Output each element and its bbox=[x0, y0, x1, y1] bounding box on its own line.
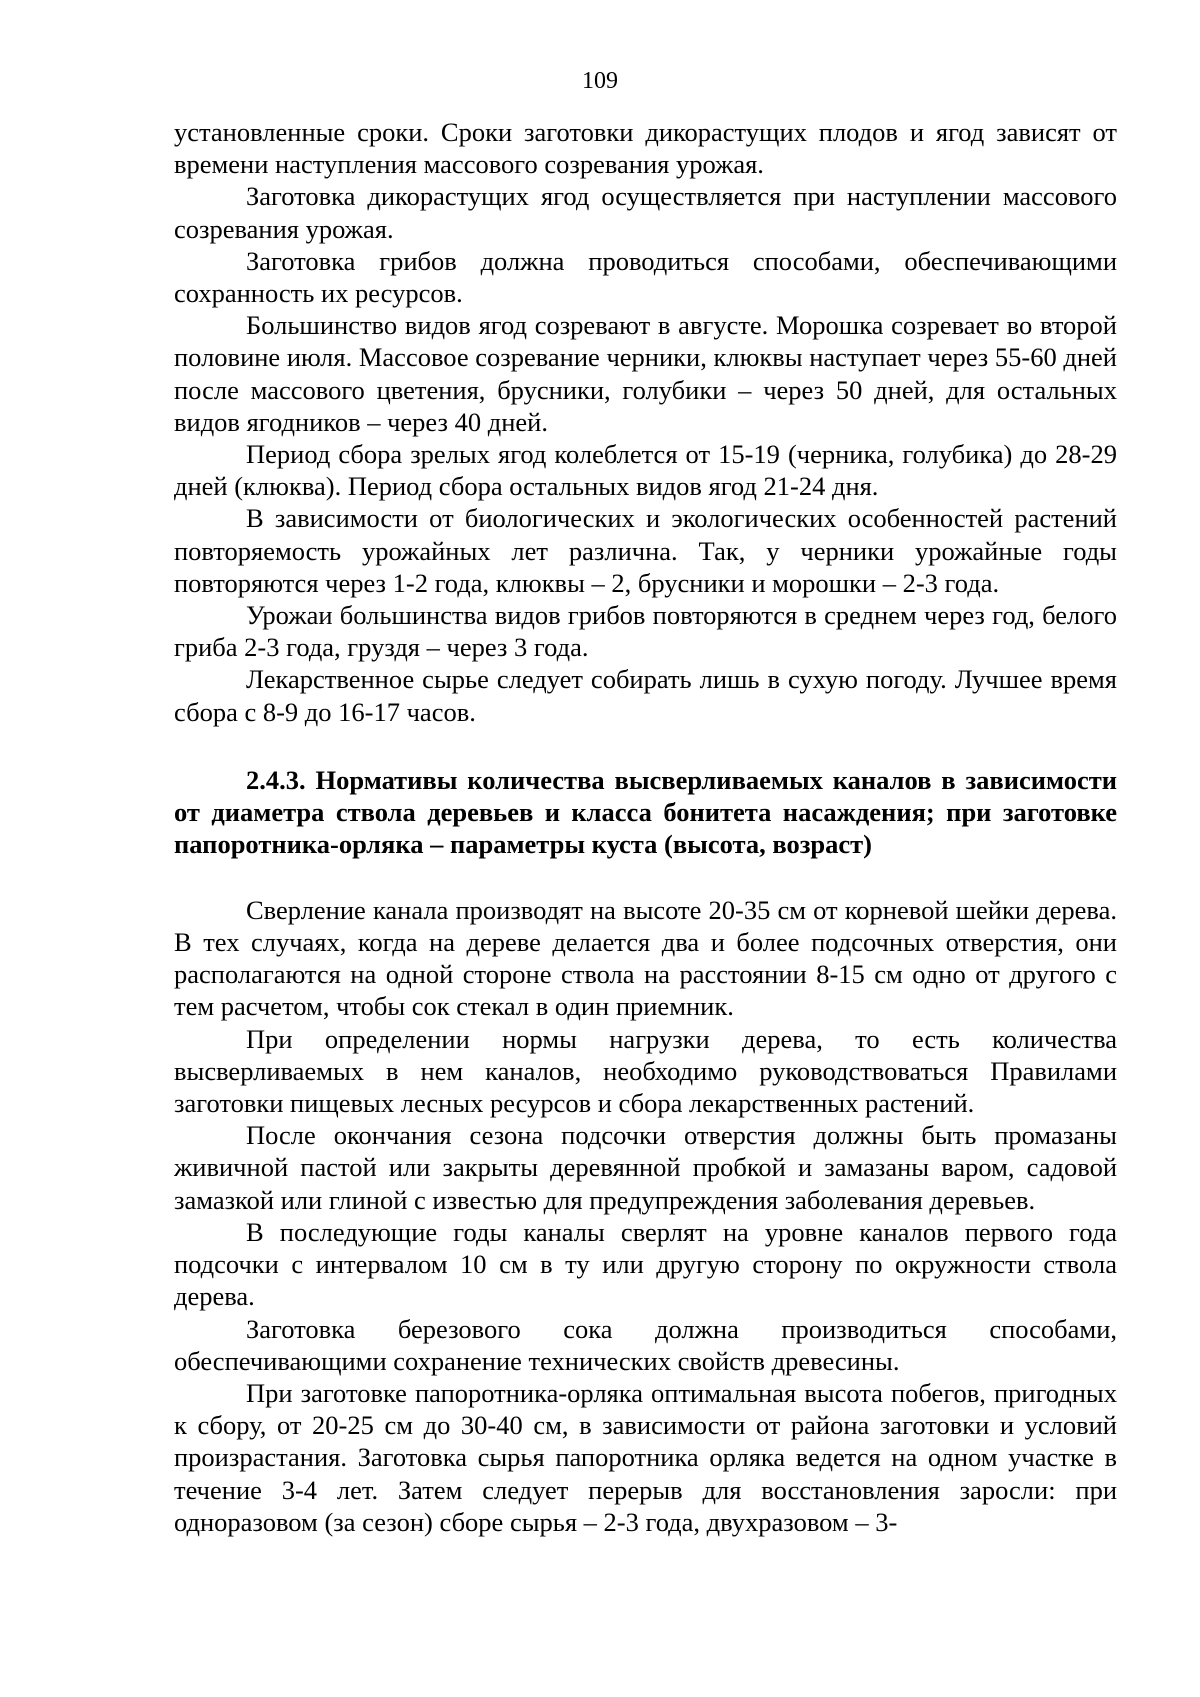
paragraph: Лекарственное сырье следует собирать лишь в сухую погоду. Лучшее время сбора с 8-9 до 16-17 часов. bbox=[174, 664, 1117, 727]
paragraph: Заготовка грибов должна проводиться способами, обеспечивающими сохранность их ресурсов. bbox=[174, 245, 1117, 309]
paragraph: Большинство видов ягод созревают в августе. Морошка созревает во второй половине июля. Массовое созревание черники, клюквы наступает через 55-60 дней после массового цветения, брусники, голубики – через 50 дней, для остальных видов ягодников – через 40 дней. bbox=[174, 310, 1117, 437]
paragraph: В последующие годы каналы сверлят на уровне каналов первого года подсочки с интервалом 10 см в ту или другую сторону по окружности ствола дерева. bbox=[174, 1216, 1117, 1312]
paragraph: При определении нормы нагрузки дерева, то есть количества высверливаемых в нем каналов, необходимо руководствоваться Правилами заготовки пищевых лесных ресурсов и сбора лекарственных растений. bbox=[174, 1023, 1117, 1119]
paragraph: При заготовке папоротника-орляка оптимальная высота побегов, пригодных к сбору, от 20-25 см до 30-40 см, в зависимости от района заготовки и условий произрастания. Заготовка сырья папоротника орляка ведется на одном участке в течение 3-4 лет. Затем следует перерыв для восстановления заросли: при одноразовом (за сезон) сборе сырья – 2-3 года, двухразовом – 3- bbox=[174, 1377, 1117, 1537]
page-number: 109 bbox=[582, 68, 618, 94]
paragraph: Урожаи большинства видов грибов повторяются в среднем через год, белого гриба 2-3 года, груздя – через 3 года. bbox=[174, 600, 1117, 663]
section-heading: 2.4.3. Нормативы количества высверливаемых каналов в зависимости от диаметра ствола деревьев и класса бонитета насаждения; при заготовке папоротника-орляка – параметры куста (высота, возраст) bbox=[174, 764, 1117, 859]
paragraph: Заготовка дикорастущих ягод осуществляется при наступлении массового созревания урожая. bbox=[174, 181, 1117, 244]
paragraph: После окончания сезона подсочки отверстия должны быть промазаны живичной пастой или закрыты деревянной пробкой и замазаны варом, садовой замазкой или глиной с известью для предупреждения заболевания деревьев. bbox=[174, 1120, 1117, 1215]
document-body bbox=[174, 116, 1117, 1538]
paragraph: Заготовка березового сока должна производиться способами, обеспечивающими сохранение технических свойств древесины. bbox=[174, 1313, 1117, 1376]
paragraph: установленные сроки. Сроки заготовки дикорастущих плодов и ягод зависят от времени наступления массового созревания урожая. bbox=[174, 117, 1117, 180]
paragraph: Сверление канала производят на высоте 20-35 см от корневой шейки дерева. В тех случаях, когда на дереве делается два и более подсочных отверстия, они располагаются на одной стороне ствола на расстоянии 8-15 см одно от другого с тем расчетом, чтобы сок стекал в один приемник. bbox=[174, 894, 1117, 1022]
paragraph: Период сбора зрелых ягод колеблется от 15-19 (черника, голубика) до 28-29 дней (клюква). Период сбора остальных видов ягод 21-24 дня. bbox=[174, 439, 1117, 502]
paragraph: В зависимости от биологических и экологических особенностей растений повторяемость урожайных лет различна. Так, у черники урожайные годы повторяются через 1-2 года, клюквы – 2, брусники и морошки – 2-3 года. bbox=[174, 503, 1117, 598]
